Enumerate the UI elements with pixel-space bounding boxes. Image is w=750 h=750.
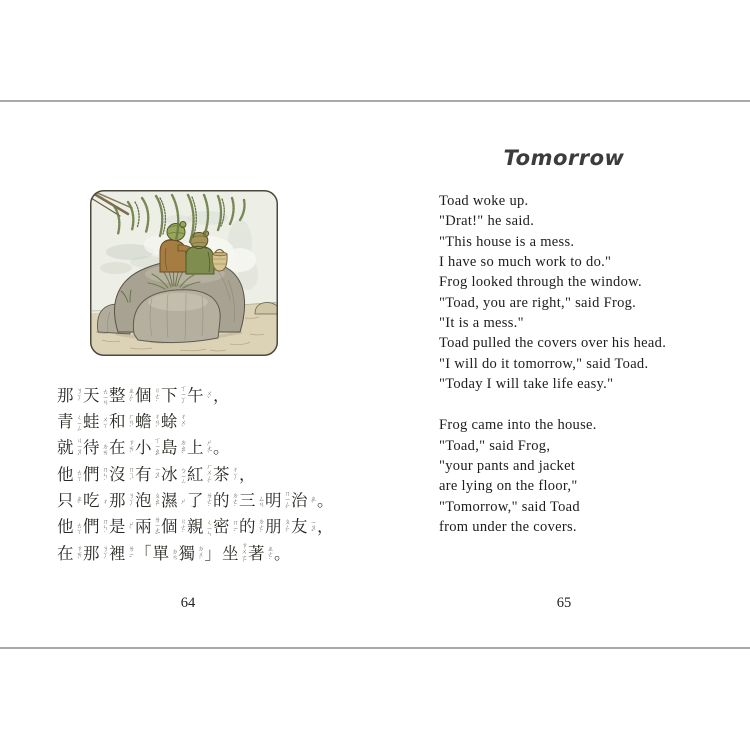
cn-cell	[179, 545, 204, 564]
cn-char: 三	[239, 491, 256, 511]
cn-cell	[317, 493, 334, 510]
chinese-text-line	[57, 436, 335, 462]
english-text-line: "This house is a mess.	[439, 233, 575, 250]
cn-cell	[135, 387, 160, 406]
cn-cell	[83, 385, 108, 405]
cn-char: 。	[213, 438, 230, 458]
cn-char: 。	[274, 543, 291, 563]
cn-cell	[161, 439, 186, 458]
cn-char: 兩	[135, 517, 152, 537]
cn-cell	[161, 493, 186, 510]
cn-char: 著	[248, 543, 265, 563]
cn-cell	[161, 413, 186, 432]
cn-char: ，	[239, 464, 256, 484]
cn-zhuyin: ㄓㄥˇ	[127, 386, 134, 406]
cn-char: 了	[187, 491, 204, 511]
cn-zhuyin: ㄊㄚ	[75, 521, 82, 534]
cn-zhuyin: ㄓˇ	[75, 495, 82, 508]
chinese-text-line	[57, 541, 335, 567]
cn-char: 的	[239, 517, 256, 537]
cn-zhuyin: ㄉㄨˊ	[196, 544, 204, 564]
cn-cell	[204, 543, 222, 563]
cn-cell	[109, 519, 134, 536]
cn-cell	[213, 492, 238, 511]
cn-zhuyin: ㄧㄡˇ	[309, 519, 316, 537]
cn-cell	[57, 387, 82, 406]
cn-zhuyin: ㄓˋ	[309, 495, 316, 508]
cn-zhuyin: ㄏㄨㄥˊ	[205, 462, 212, 488]
cn-zhuyin: ㄒㄧㄠˇ	[153, 437, 160, 461]
english-text-line: Frog came into the house.	[439, 417, 597, 434]
cn-cell	[83, 518, 108, 537]
cn-char: 那	[57, 385, 74, 405]
english-text-line: "Tomorrow," said Toad	[439, 498, 580, 515]
cn-char: 待	[83, 438, 100, 458]
cn-cell	[83, 466, 108, 485]
cn-zhuyin: ㄅㄧㄥ	[179, 466, 186, 484]
page-number-left: 64	[180, 595, 196, 611]
cn-zhuyin: ㄑㄧㄣ	[205, 519, 212, 536]
cn-zhuyin: ㄆㄥˊ	[283, 518, 290, 537]
cn-zhuyin: ㄇㄧˋ	[231, 519, 238, 537]
cn-cell	[291, 519, 316, 536]
cn-zhuyin: ㄔㄚˊ	[231, 465, 238, 485]
chinese-text-line	[57, 409, 335, 435]
cn-zhuyin: ㄌㄧㄤˇ	[153, 516, 160, 540]
cn-cell	[109, 466, 134, 485]
cn-char: 們	[83, 517, 100, 537]
cn-cell	[83, 493, 108, 510]
cn-char: 下	[161, 385, 178, 405]
cn-cell	[265, 518, 290, 537]
cn-zhuyin: ㄧㄡˇ	[153, 466, 160, 484]
cn-char: 島	[161, 438, 178, 458]
cn-cell	[83, 440, 108, 457]
cn-cell	[109, 545, 134, 562]
cn-cell	[135, 516, 160, 539]
cn-cell	[57, 519, 82, 536]
cn-char: 在	[57, 543, 74, 563]
english-text	[439, 193, 666, 540]
cn-cell	[109, 387, 134, 406]
cn-zhuyin: ㄉㄜ˙	[257, 518, 264, 537]
picnic-basket	[212, 250, 227, 272]
cn-cell	[152, 543, 178, 563]
paragraph-gap	[439, 396, 666, 417]
english-text-line: "Drat!" he said.	[439, 213, 535, 230]
frog-toad-illustration	[90, 190, 278, 356]
cn-zhuyin: ㄍㄜ˙	[153, 386, 160, 406]
cn-zhuyin: ㄇㄣ˙	[101, 465, 108, 485]
cn-zhuyin: ㄙㄢ	[257, 495, 264, 508]
cn-char: 濕	[161, 491, 178, 511]
cn-zhuyin: ㄉㄞ	[101, 442, 108, 455]
cn-cell	[213, 440, 230, 457]
cn-zhuyin: ㄋㄚˋ	[127, 492, 134, 511]
cn-zhuyin: ㄌㄜ˙	[205, 492, 212, 511]
page-number-right: 65	[556, 595, 572, 611]
cn-char: 單	[152, 543, 169, 563]
cn-cell	[187, 439, 212, 458]
english-text-line: Toad woke up.	[439, 193, 529, 209]
cn-char: 坐	[222, 543, 239, 563]
cn-zhuyin: ㄕ	[179, 498, 186, 505]
cn-zhuyin: ㄇㄧㄥˊ	[283, 489, 290, 513]
cn-zhuyin: ㄉㄢ	[170, 547, 178, 560]
english-text-line: I have so much work to do."	[439, 254, 612, 271]
chinese-text	[57, 383, 335, 567]
cn-char: 和	[109, 412, 126, 432]
cn-cell	[161, 464, 186, 484]
english-text-line: "Toad, you are right," said Frog.	[439, 294, 637, 311]
cn-zhuyin: ㄔㄨˊ	[179, 413, 186, 432]
cn-char: 獨	[178, 543, 195, 563]
cn-cell	[213, 466, 238, 485]
cn-zhuyin: ㄇㄣ˙	[101, 518, 108, 537]
cn-char: 茶	[213, 464, 230, 484]
cn-zhuyin: ㄕㄤˋ	[205, 439, 212, 458]
bottom-divider-rule	[0, 647, 750, 649]
cn-cell	[239, 493, 264, 510]
cn-cell	[161, 385, 186, 408]
english-text-line: from under the covers.	[439, 519, 577, 536]
chinese-text-line	[57, 462, 335, 488]
cn-char: 裡	[109, 543, 126, 563]
english-text-line: "Toad," said Frog,	[439, 437, 551, 454]
cn-cell	[187, 492, 212, 511]
cn-zhuyin: ㄔㄢˊ	[153, 413, 160, 432]
english-text-line: "I will do it tomorrow," said Toad.	[439, 355, 649, 372]
chinese-text-line	[57, 383, 335, 409]
cn-char: 就	[57, 438, 74, 458]
cn-cell	[187, 385, 212, 405]
cn-cell	[248, 545, 273, 564]
cn-cell	[135, 492, 160, 511]
cn-cell	[265, 490, 290, 513]
cn-cell	[161, 518, 186, 537]
cn-zhuyin: ㄓㄜ˙	[266, 544, 273, 564]
cn-cell	[135, 466, 160, 483]
cn-zhuyin: ㄌㄧˇ	[127, 545, 134, 563]
cn-cell	[135, 437, 160, 460]
english-text-line: Frog looked through the window.	[439, 274, 642, 291]
cn-cell	[291, 493, 316, 510]
cn-char: 有	[135, 464, 152, 484]
cn-char: 冰	[161, 464, 178, 484]
cn-char: 泡	[135, 491, 152, 511]
cn-char: 」	[204, 543, 221, 563]
cn-char: 他	[57, 464, 74, 484]
cn-cell	[187, 463, 212, 488]
cn-cell	[135, 543, 152, 563]
cn-char: 在	[109, 438, 126, 458]
cn-zhuyin: ㄒㄧㄚˋ	[179, 384, 186, 408]
cn-cell	[57, 414, 82, 431]
cn-cell	[83, 545, 108, 564]
cn-zhuyin: ㄗㄨㄛˋ	[240, 541, 247, 567]
cn-char: 個	[161, 517, 178, 537]
cn-char: 天	[83, 385, 100, 405]
cn-char: 是	[109, 517, 126, 537]
cn-zhuyin: ㄍㄜ˙	[179, 518, 186, 537]
cn-cell	[57, 464, 82, 484]
cn-zhuyin: ㄗㄞˋ	[75, 544, 82, 564]
cn-char: 那	[83, 543, 100, 563]
cn-cell	[187, 519, 212, 536]
cn-char: 紅	[187, 464, 204, 484]
cn-char: ，	[317, 517, 334, 537]
cn-char: 吃	[83, 491, 100, 511]
cn-char: 個	[135, 385, 152, 405]
cn-char: 治	[291, 491, 308, 511]
cn-cell	[83, 414, 108, 431]
cn-char: 友	[291, 517, 308, 537]
english-text-line: "your pants and jacket	[439, 458, 576, 475]
cn-char: 親	[187, 517, 204, 537]
cn-zhuyin: ㄋㄚˋ	[75, 386, 82, 406]
cn-char: 明	[265, 491, 282, 511]
english-text-line: "Today I will take life easy."	[439, 376, 614, 393]
cn-char: ，	[213, 385, 230, 405]
cn-char: 「	[135, 543, 152, 563]
cn-char: 只	[57, 491, 74, 511]
cn-zhuyin: ㄐㄧㄡˋ	[75, 437, 82, 461]
cn-cell	[239, 464, 256, 484]
cn-cell	[57, 545, 82, 564]
cn-cell	[57, 493, 82, 510]
cn-char: 密	[213, 517, 230, 537]
english-text-line: Toad pulled the covers over his head.	[439, 335, 667, 352]
cn-cell	[222, 542, 247, 567]
cn-char: 朋	[265, 517, 282, 537]
cn-zhuyin: ㄉㄠˇ	[179, 439, 186, 458]
cn-zhuyin: ㄨㄚ	[101, 416, 108, 429]
chinese-text-line	[57, 514, 335, 540]
cn-cell	[109, 439, 134, 458]
cn-cell	[317, 519, 334, 536]
cn-zhuyin: ㄔ	[101, 498, 108, 505]
cn-char: 他	[57, 517, 74, 537]
cn-char: 們	[83, 464, 100, 484]
cn-cell	[239, 518, 264, 537]
cn-zhuyin: ㄇㄟˊ	[127, 465, 134, 485]
cn-char: 整	[109, 385, 126, 405]
cn-zhuyin: ㄨˇ	[205, 389, 212, 403]
cn-zhuyin: ㄆㄠˋ	[153, 492, 160, 511]
chinese-text-line	[57, 488, 335, 514]
cn-zhuyin: ㄕˋ	[127, 521, 134, 534]
cn-cell	[213, 385, 230, 405]
cn-zhuyin: ㄊㄚ	[75, 469, 82, 482]
cn-cell	[213, 519, 238, 536]
cn-char: 上	[187, 438, 204, 458]
cn-cell	[135, 413, 160, 432]
cn-char: 沒	[109, 464, 126, 484]
cn-char: 蟾	[135, 412, 152, 432]
cn-zhuyin: ㄊㄧㄢ	[101, 387, 108, 405]
cn-zhuyin: ㄏㄢˋ	[127, 413, 134, 432]
english-text-line: "It is a mess."	[439, 315, 524, 332]
cn-char: 。	[317, 491, 334, 511]
cn-char: 蜍	[161, 412, 178, 432]
cn-zhuyin: ㄗㄞˋ	[127, 439, 134, 458]
cn-char: 蛙	[83, 412, 100, 432]
cn-char: 的	[213, 491, 230, 511]
english-text-line: are lying on the floor,"	[439, 478, 578, 495]
top-divider-rule	[0, 100, 750, 102]
cn-cell	[274, 543, 291, 563]
cn-cell	[109, 413, 134, 432]
cn-char: 青	[57, 412, 74, 432]
cn-cell	[109, 492, 134, 511]
cn-char: 小	[135, 438, 152, 458]
cn-char: 午	[187, 385, 204, 405]
cn-char: 那	[109, 491, 126, 511]
cn-cell	[57, 437, 82, 460]
cn-zhuyin: ㄋㄚˋ	[101, 544, 108, 564]
cn-zhuyin: ㄑㄧㄥ	[75, 414, 82, 431]
chapter-title: Tomorrow	[503, 146, 625, 170]
cn-zhuyin: ㄉㄜ˙	[231, 492, 238, 511]
